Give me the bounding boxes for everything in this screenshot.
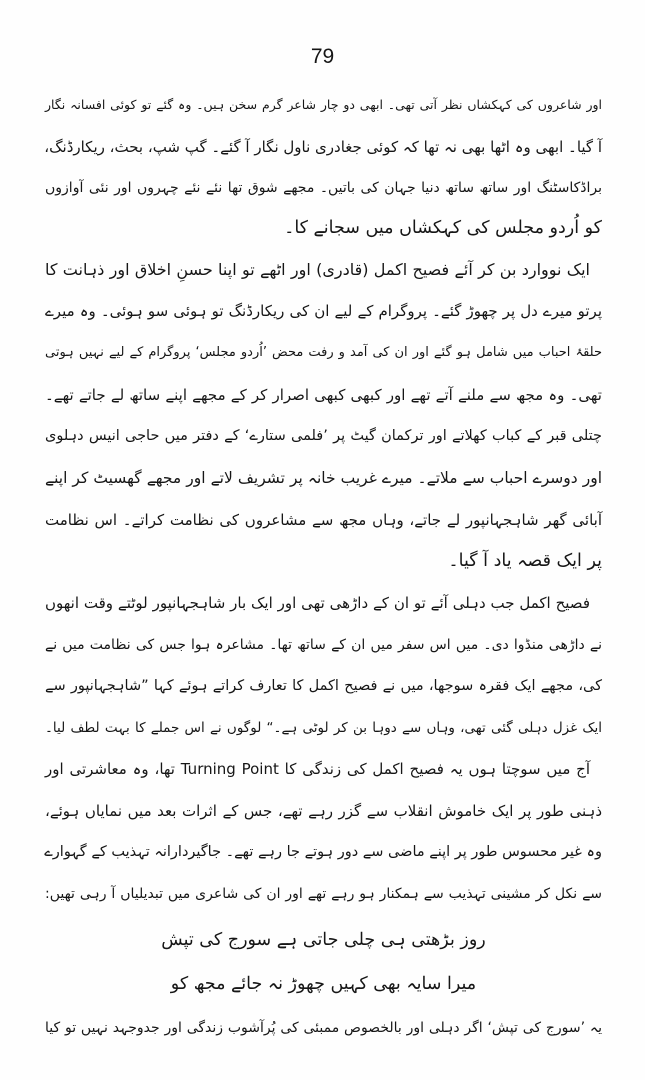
- text-line: وہ غیر محسوس طور پر اپنے ماضی سے دور ہوتے جا رہے تھے۔ جاگیردارانہ تہذیب کے گہوارے: [44, 844, 602, 860]
- paragraph-start-line: آج میں سوچتا ہوں یہ فصیح اکمل کی زندگی کا Turning Point تھا، وہ معاشرتی اور: [45, 760, 591, 778]
- text-line: آبائی گھر شاہجہانپور لے جاتے، وہاں مجھ سے مشاعروں کی نظامت کراتے۔ اس نظامت: [45, 511, 602, 529]
- text-line: حلقۂ احباب میں شامل ہو گئے اور ان کی آمد و رفت محض ’اُردو مجلس‘ پروگرام کے لیے نہیں ہوتی: [45, 345, 602, 360]
- couplet-line-1: روز بڑھتی ہی چلی جاتی ہے سورج کی تپش: [161, 930, 486, 950]
- text-line: اور شاعروں کی کہکشاں نظر آتی تھی۔ ابھی دو چار شاعر گرم سخن ہیں۔ وہ گئے تو کوئی افسانہ نگار: [45, 97, 602, 112]
- couplet-line-2: میرا سایہ بھی کہیں چھوڑ نہ جائے مجھ کو: [170, 974, 477, 994]
- text-line: کو اُردو مجلس کی کہکشاں میں سجانے کا۔: [284, 218, 602, 238]
- text-line: نے داڑھی منڈوا دی۔ میں اس سفر میں ان کے ساتھ تھا۔ مشاعرہ ہوا جس کی نظامت میں نے: [45, 637, 602, 653]
- text-line: سے نکل کر مشینی تہذیب سے ہمکنار ہو رہے تھے اور ان کی شاعری میں تبدیلیاں آ رہی تھیں:: [45, 886, 602, 902]
- text-line: پرتو میرے دل پر چھوڑ گئے۔ پروگرام کے لیے ان کی ریکارڈنگ تو ہوئی سو ہوئی۔ وہ میرے: [45, 302, 602, 320]
- text-line: اور دوسرے احباب سے ملاتے۔ میرے غریب خانہ پر تشریف لاتے اور مجھے گھسیٹ کر اپنے: [45, 469, 602, 487]
- text-line: براڈکاسٹنگ اور ساتھ ساتھ دنیا جہان کی باتیں۔ مجھے شوق تھا نئے نئے چہروں اور نئی آوازوں: [45, 180, 602, 196]
- text-line: ذہنی طور پر ایک خاموش انقلاب سے گزر رہے تھے، جس کے اثرات بعد میں نمایاں ہوئے،: [45, 802, 602, 820]
- text-line: کی، مجھے ایک فقرہ سوجھا، میں نے فصیح اکمل کا تعارف کراتے ہوئے کہا ”شاہجہانپور سے: [45, 678, 602, 694]
- text-line: پر ایک قصہ یاد آ گیا۔: [448, 551, 602, 571]
- paragraph-start-line: فصیح اکمل جب دہلی آئے تو ان کے داڑھی تھی اور ایک بار شاہجہانپور لوٹتے وقت انھوں: [45, 594, 590, 612]
- text-line: تھی۔ وہ مجھ سے ملنے آتے تھے اور کبھی کبھی اصرار کر کے مجھے اپنے ساتھ لے جاتے تھے۔: [45, 386, 602, 404]
- text-line: یہ ’سورج کی تپش‘ اگر دہلی اور بالخصوص ممبئی کی پُرآشوب زندگی اور جدوجہد نہیں تو کیا: [45, 1020, 602, 1036]
- paragraph-start-line: ایک نووارد بن کر آئے فصیح اکمل (قادری) اور اٹھے تو اپنا حسنِ اخلاق اور ذہانت کا: [45, 260, 590, 279]
- text-line: آ گیا۔ ابھی وہ اٹھا بھی نہ تھا کہ کوئی جغادری ناول نگار آ گئے۔ گپ شپ، بحث، ریکارڈنگ،: [44, 138, 602, 156]
- text-line: ایک غزل دہلی گئی تھی، وہاں سے دوہا بن کر لوٹی ہے۔“ لوگوں نے اس جملے کا بہت لطف لیا۔: [45, 720, 602, 736]
- text-line: چتلی قبر کے کباب کھلاتے اور ترکمان گیٹ پر ’فلمی ستارے‘ کے دفتر میں حاجی انیس دہلوی: [45, 428, 602, 444]
- page-number: 79: [310, 45, 335, 68]
